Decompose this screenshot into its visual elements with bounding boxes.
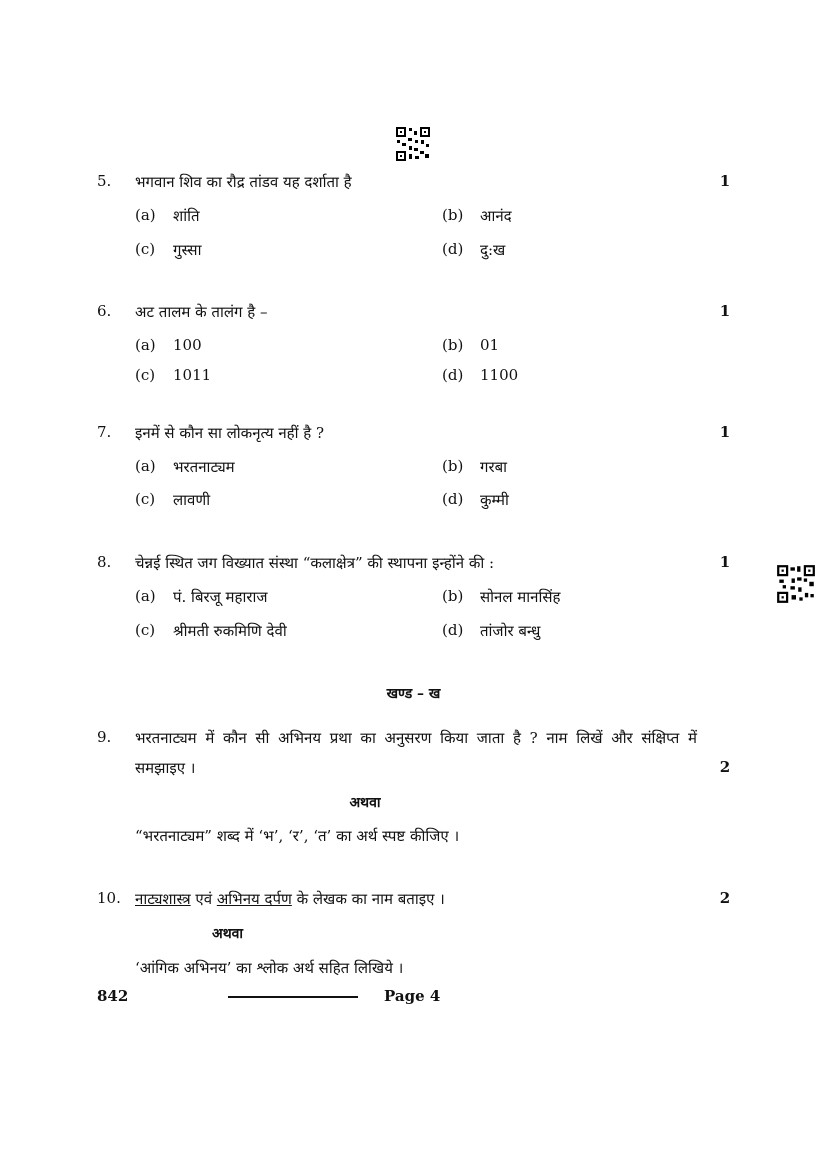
- question-number: 5.: [97, 172, 112, 190]
- book-title-abhinaya-darpan: अभिनय दर्पण: [216, 890, 292, 908]
- option-label: (d): [442, 490, 464, 508]
- option-label: (b): [442, 336, 464, 354]
- option-label: (c): [135, 490, 156, 508]
- option-text: 1100: [480, 366, 519, 384]
- alternative-question: ‘आंगिक अभिनय’ का श्लोक अर्थ सहित लिखिये ।: [135, 959, 404, 977]
- option-text: गुस्सा: [173, 241, 202, 259]
- option-label: (d): [442, 366, 464, 384]
- question-text: इनमें से कौन सा लोकनृत्य नहीं है ?: [135, 424, 325, 442]
- qr-code-top: [395, 126, 431, 162]
- paper-code: 842: [97, 987, 129, 1005]
- question-marks: 2: [719, 889, 731, 907]
- question-number: 6.: [97, 302, 112, 320]
- or-label: अथवा: [349, 795, 381, 811]
- page-number: Page 4: [384, 987, 441, 1005]
- option-label: (b): [442, 457, 464, 475]
- option-text: 1011: [173, 366, 212, 384]
- option-label: (b): [442, 206, 464, 224]
- option-text: आनंद: [480, 207, 512, 225]
- section-heading: खण्ड – ख: [386, 686, 441, 702]
- question-marks: 1: [719, 172, 731, 190]
- option-text: 100: [173, 336, 202, 354]
- text-fragment: एवं: [190, 890, 217, 908]
- option-label: (a): [135, 206, 156, 224]
- question-number: 7.: [97, 423, 112, 441]
- option-label: (c): [135, 366, 156, 384]
- question-text: अट तालम के तालंग है –: [135, 303, 268, 321]
- question-marks: 1: [719, 423, 731, 441]
- option-text: गरबा: [480, 458, 508, 476]
- qr-code-side: [776, 564, 816, 604]
- option-text: सोनल मानसिंह: [480, 588, 561, 606]
- or-label: अथवा: [212, 926, 244, 942]
- text-fragment: के लेखक का नाम बताइए ।: [291, 890, 445, 908]
- option-label: (b): [442, 587, 464, 605]
- option-label: (d): [442, 621, 464, 639]
- option-label: (c): [135, 240, 156, 258]
- question-text: चेन्नई स्थित जग विख्यात संस्था “कलाक्षेत्र” की स्थापना इन्होंने की :: [135, 554, 495, 572]
- question-number: 10.: [97, 889, 121, 907]
- book-title-natyashastra: नाट्यशास्त्र: [135, 890, 191, 908]
- option-label: (a): [135, 457, 156, 475]
- question-text: भगवान शिव का रौद्र तांडव यह दर्शाता है: [135, 173, 352, 191]
- option-text: शांति: [173, 207, 200, 225]
- option-text: तांजोर बन्धु: [480, 622, 541, 640]
- question-marks: 2: [719, 758, 731, 776]
- question-marks: 1: [719, 302, 731, 320]
- question-marks: 1: [719, 553, 731, 571]
- option-text: कुम्मी: [480, 491, 509, 509]
- question-text-line-2: समझाइए ।: [135, 759, 196, 777]
- option-text: पं. बिरजू महाराज: [173, 588, 268, 606]
- option-text: भरतनाट्यम: [173, 458, 235, 476]
- option-label: (c): [135, 621, 156, 639]
- option-label: (a): [135, 587, 156, 605]
- option-label: (d): [442, 240, 464, 258]
- question-text-line-1: भरतनाट्यम में कौन सी अभिनय प्रथा का अनुसरण किया जाता है ? नाम लिखें और संक्षिप्त में: [135, 729, 697, 747]
- option-text: 01: [480, 336, 500, 354]
- alternative-question: “भरतनाट्यम” शब्द में ‘भ’, ‘र’, ‘त’ का अर्थ स्पष्ट कीजिए ।: [135, 827, 460, 845]
- question-number: 9.: [97, 728, 112, 746]
- option-label: (a): [135, 336, 156, 354]
- question-number: 8.: [97, 553, 112, 571]
- option-text: श्रीमती रुकमिणि देवी: [173, 622, 287, 640]
- footer-rule: [228, 996, 358, 998]
- question-text: [135, 889, 445, 909]
- option-text: दु:ख: [480, 241, 506, 259]
- option-text: लावणी: [173, 491, 211, 509]
